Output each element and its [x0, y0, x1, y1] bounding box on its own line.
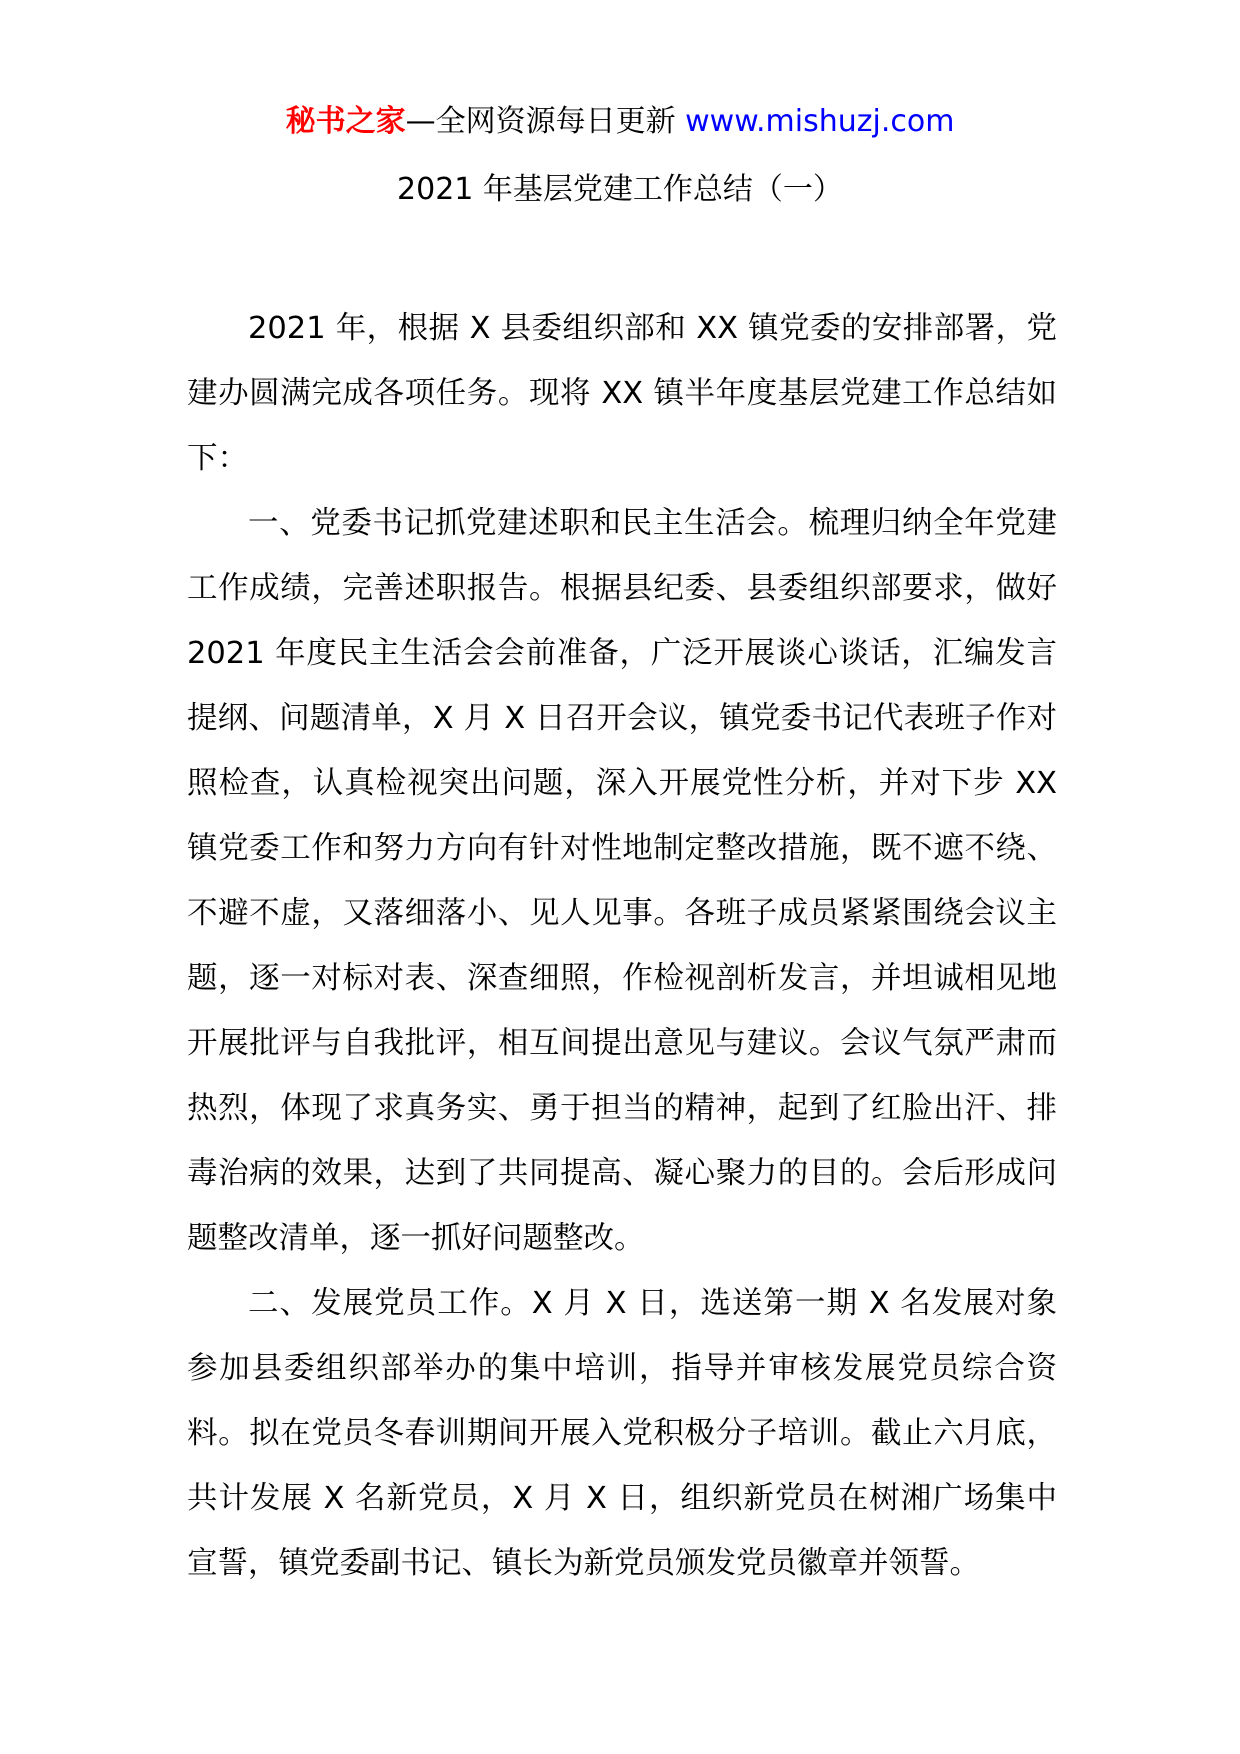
- site-url-link[interactable]: www.mishuzj.com: [685, 104, 955, 139]
- brand-name: 秘书之家: [285, 104, 406, 139]
- document-body: [187, 296, 1057, 1596]
- paragraph-section-1: 一、党委书记抓党建述职和民主生活会。梳理归纳全年党建工作成绩，完善述职报告。根据县纪委、县委组织部要求，做好 2021 年度民主生活会会前准备，广泛开展谈心谈话，汇编发言提纲、问题清单，X 月 X 日召开会议，镇党委书记代表班子作对照检查，认真检视突出问题，深入开展党性分析，并对下步 XX 镇党委工作和努力方向有针对性地制定整改措施，既不遮不绕、不避不虚，又落细落小、见人见事。各班子成员紧紧围绕会议主题，逐一对标对表、深查细照，作检视剖析发言，并坦诚相见地开展批评与自我批评，相互间提出意见与建议。会议气氛严肃而热烈，体现了求真务实、勇于担当的精神，起到了红脸出汗、排毒治病的效果，达到了共同提高、凝心聚力的目的。会后形成问题整改清单，逐一抓好问题整改。: [187, 506, 1057, 1256]
- paragraph-section-2: 二、发展党员工作。X 月 X 日，选送第一期 X 名发展对象参加县委组织部举办的集中培训，指导并审核发展党员综合资料。拟在党员冬春训期间开展入党积极分子培训。截止六月底，共计发展 X 名新党员，X 月 X 日，组织新党员在树湘广场集中宣誓，镇党委副书记、镇长为新党员颁发党员徽章并领誓。: [187, 1286, 1057, 1581]
- site-banner: [0, 100, 1240, 144]
- paragraph-intro: 2021 年，根据 X 县委组织部和 XX 镇党委的安排部署，党建办圆满完成各项任务。现将 XX 镇半年度基层党建工作总结如下：: [187, 311, 1057, 476]
- banner-tagline: —全网资源每日更新: [405, 104, 676, 139]
- document-title: 2021 年基层党建工作总结（一）: [397, 172, 843, 207]
